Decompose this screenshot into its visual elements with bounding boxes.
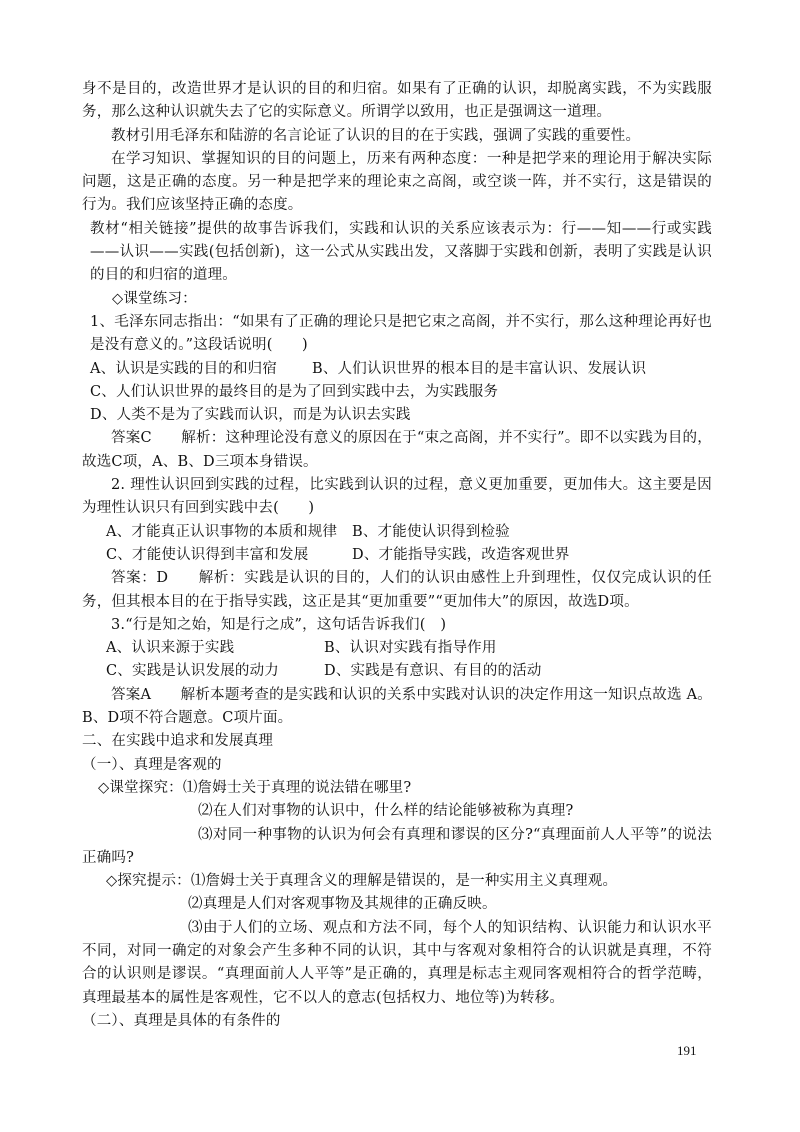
- option-b: B、认识对实践有指导作用: [324, 640, 497, 657]
- answer-2: 答案：D 解析：实践是认识的目的，人们的认识由感性上升到理性，仅仅完成认识的任务，但其根本目的在于指导实践，这正是其“更加重要”“更加伟大”的原因，故选D项。: [82, 570, 712, 610]
- answer-3: 答案A 解析本题考查的是实践和认识的关系中实践对认识的决定作用这一知识点故选 A。B、D项不符合题意。C项片面。: [82, 686, 712, 727]
- option-a: A、认识是实践的目的和归宿: [90, 360, 278, 377]
- section-heading: 二、在实践中追求和发展真理: [82, 733, 274, 750]
- question-2: 2. 理性认识回到实践的过程，比实践到认识的过程，意义更加重要，更加伟大。这主要是因为理性认识只有回到实践中去( ): [82, 477, 712, 517]
- option-c: C、实践是认识发展的动力: [106, 663, 279, 680]
- question-1: 1、毛泽东同志指出：“如果有了正确的理论只是把它束之高阁，并不实行，那么这种理论再好也是没有意义的。”这段话说明( ): [90, 313, 712, 354]
- paragraph: 教材引用毛泽东和陆游的名言论证了认识的目的在于实践，强调了实践的重要性。: [111, 127, 641, 144]
- option-d: D、实践是有意识、有目的的活动: [324, 663, 542, 680]
- option-b: B、人们认识世界的根本目的是丰富认识、发展认识: [312, 360, 647, 377]
- options-row: [82, 660, 712, 683]
- question-3: 3.“行是知之始，知是行之成”，这句话告诉我们( ): [111, 616, 447, 633]
- options-row: [82, 358, 712, 381]
- inquiry-question: ⑵在人们对事物的认识中，什么样的结论能够被称为真理?: [198, 803, 574, 820]
- subsection-heading: （一）、真理是客观的: [82, 756, 222, 773]
- inquiry-hint: ⑶由于人们的立场、观点和方法不同，每个人的知识结构、认识能力和认识水平不同，对同一确定的对象会产生多种不同的认识，其中与客观对象相符合的认识就是真理，不符合的认识则是谬误。“真理面前人人平等”是正确的，真理是标志主观同客观相符合的哲学范畴，真理最基本的属性是客观性，它不以人的意志(包括权力、地位等)为转移。: [82, 919, 712, 1006]
- option-d: D、才能指导实践，改造客观世界: [352, 546, 570, 563]
- answer-1: 答案C 解析：这种理论没有意义的原因在于“束之高阁，并不实行”。即不以实践为目的，故选C项，A、B、D三项本身错误。: [82, 430, 712, 470]
- option-d: D、人类不是为了实践而认识，而是为认识去实践: [90, 407, 411, 424]
- options-row: [82, 637, 712, 660]
- option-c: C、才能使认识得到丰富和发展: [106, 546, 309, 563]
- inquiry-hint: ⑵真理是人们对客观事物及其规律的正确反映。: [188, 896, 497, 913]
- page-number: 191: [677, 1043, 697, 1058]
- option-c: C、人们认识世界的最终目的是为了回到实践中去，为实践服务: [90, 383, 499, 400]
- option-a: A、才能真正认识事物的本质和规律: [106, 523, 338, 540]
- option-b: B、才能使认识得到检验: [352, 523, 510, 540]
- paragraph: 身不是目的，改造世界才是认识的目的和归宿。如果有了正确的认识，却脱离实践，不为实践服务，那么这种认识就失去了它的实际意义。所谓学以致用，也正是强调这一道理。: [82, 81, 712, 121]
- option-a: A、认识来源于实践: [106, 640, 235, 657]
- subsection-heading: （二）、真理是具体的有条件的: [82, 1012, 281, 1029]
- inquiry-hint: ◇探究提示：⑴詹姆士关于真理含义的理解是错误的，是一种实用主义真理观。: [106, 873, 618, 890]
- options-row: [82, 544, 712, 567]
- options-row: [82, 521, 712, 544]
- inquiry-question: ⑶对同一种事物的认识为何会有真理和谬误的区分?“真理面前人人平等”的说法正确吗?: [82, 826, 712, 866]
- section-label: ◇课堂练习：: [112, 290, 197, 307]
- inquiry-question: ◇课堂探究：⑴詹姆士关于真理的说法错在哪里?: [98, 779, 412, 796]
- paragraph: 教材“相关链接”提供的故事告诉我们，实践和认识的关系应该表示为：行——知——行或实践——认识——实践(包括创新)，这一公式从实践出发，又落脚于实践和创新，表明了实践是认识的目的和归宿的道理。: [90, 220, 712, 284]
- document-page: [82, 78, 712, 1033]
- paragraph: 在学习知识、掌握知识的目的问题上，历来有两种态度：一种是把学来的理论用于解决实际问题，这是正确的态度。另一种是把学来的理论束之高阁，或空谈一阵，并不实行，这是错误的行为。我们应该坚持正确的态度。: [82, 150, 712, 214]
